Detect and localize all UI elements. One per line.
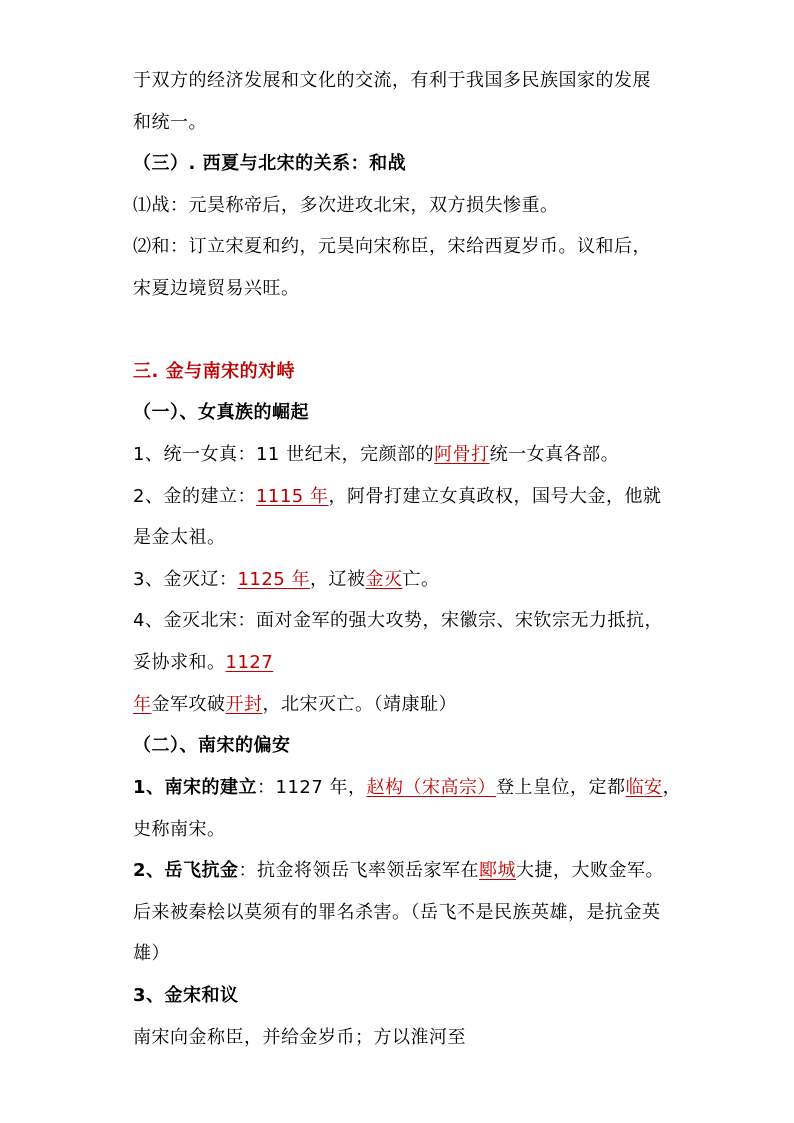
text-span: 宋夏边境贸易兴旺。 bbox=[133, 278, 300, 299]
text-span: （一）、女真族的崛起 bbox=[133, 402, 309, 423]
text-span: 雄） bbox=[133, 943, 170, 964]
paragraph-line bbox=[133, 193, 559, 219]
key-term: 开封 bbox=[225, 694, 263, 715]
text-span: ⑵和：订立宋夏和约，元昊向宋称臣，宋给西夏岁币。议和后， bbox=[133, 236, 651, 257]
text-span: 3、金宋和议 bbox=[133, 985, 239, 1006]
text-span: 妥协求和。 bbox=[133, 652, 226, 673]
text-span: 金军攻破 bbox=[151, 694, 226, 715]
paragraph-line bbox=[133, 817, 226, 843]
key-term: 临安 bbox=[625, 777, 663, 798]
key-term: 阿骨打 bbox=[434, 444, 490, 465]
key-term: 年 bbox=[133, 694, 152, 715]
text-span: ⑴战：元昊称帝后，多次进攻北宋，双方损失惨重。 bbox=[133, 195, 559, 216]
paragraph-line bbox=[133, 775, 681, 801]
text-span: ，北宋灭亡。（靖康耻） bbox=[262, 694, 457, 715]
text-span: 大捷，大败金军。 bbox=[516, 860, 665, 881]
paragraph-line bbox=[133, 692, 457, 718]
text-span: （二）、南宋的偏安 bbox=[133, 735, 291, 756]
paragraph-line bbox=[133, 525, 226, 551]
text-span: 3、金灭辽： bbox=[133, 569, 238, 590]
paragraph-line bbox=[133, 900, 661, 926]
paragraph-line bbox=[133, 1025, 466, 1051]
paragraph-line bbox=[133, 608, 663, 634]
text-span: 于双方的经济发展和文化的交流，有利于我国多民族国家的发展 bbox=[133, 70, 651, 91]
paragraph-line bbox=[133, 110, 207, 136]
text-span: 后来被秦桧以莫须有的罪名杀害。（岳飞不是民族英雄，是抗金英 bbox=[133, 902, 661, 923]
key-term: 1115 年 bbox=[255, 486, 329, 507]
paragraph-line bbox=[133, 68, 651, 94]
key-term: 金灭 bbox=[365, 569, 403, 590]
text-span: （三）. 西夏与北宋的关系：和战 bbox=[133, 153, 407, 174]
text-span: 是金太祖。 bbox=[133, 527, 226, 548]
text-span: 2、金的建立： bbox=[133, 486, 256, 507]
key-term: 1127 bbox=[225, 652, 274, 673]
text-span: 三. 金与南宋的对峙 bbox=[133, 361, 296, 382]
text-span: ，辽被 bbox=[309, 569, 366, 590]
paragraph-line bbox=[133, 484, 661, 510]
key-term: 1125 年 bbox=[237, 569, 310, 590]
section-heading bbox=[133, 733, 291, 759]
text-span: ：1127 年， bbox=[257, 777, 367, 798]
text-span: 史称南宋。 bbox=[133, 819, 226, 840]
text-span: ， bbox=[662, 777, 682, 798]
paragraph-line bbox=[133, 442, 619, 468]
section-heading bbox=[133, 983, 239, 1009]
paragraph-line bbox=[133, 941, 170, 967]
subheading-inline: 2、岳飞抗金 bbox=[133, 860, 239, 881]
paragraph-line bbox=[133, 567, 439, 593]
text-span: 登上皇位，定都 bbox=[496, 777, 626, 798]
text-span: ：抗金将领岳飞率领岳家军在 bbox=[238, 860, 480, 881]
paragraph-line bbox=[133, 276, 300, 302]
section-heading bbox=[133, 400, 309, 426]
paragraph-line bbox=[133, 858, 664, 884]
text-span: 4、金灭北宋：面对金军的强大攻势，宋徽宗、宋钦宗无力抵抗， bbox=[133, 610, 663, 631]
chapter-heading bbox=[133, 359, 295, 385]
key-term: 郾城 bbox=[479, 860, 517, 881]
text-span: ，阿骨打建立女真政权，国号大金，他就 bbox=[328, 486, 662, 507]
section-heading bbox=[133, 151, 406, 177]
key-term: 赵构（宋高宗） bbox=[366, 777, 497, 798]
paragraph-line bbox=[133, 234, 651, 260]
text-span: 亡。 bbox=[402, 569, 440, 590]
text-span: 和统一。 bbox=[133, 112, 207, 133]
subheading-inline: 1、南宋的建立 bbox=[133, 777, 258, 798]
text-span: 统一女真各部。 bbox=[489, 444, 620, 465]
text-span: 南宋向金称臣，并给金岁币；方以淮河至 bbox=[133, 1027, 466, 1048]
text-span: 1、统一女真：11 世纪末，完颜部的 bbox=[133, 444, 435, 465]
paragraph-line bbox=[133, 650, 273, 676]
